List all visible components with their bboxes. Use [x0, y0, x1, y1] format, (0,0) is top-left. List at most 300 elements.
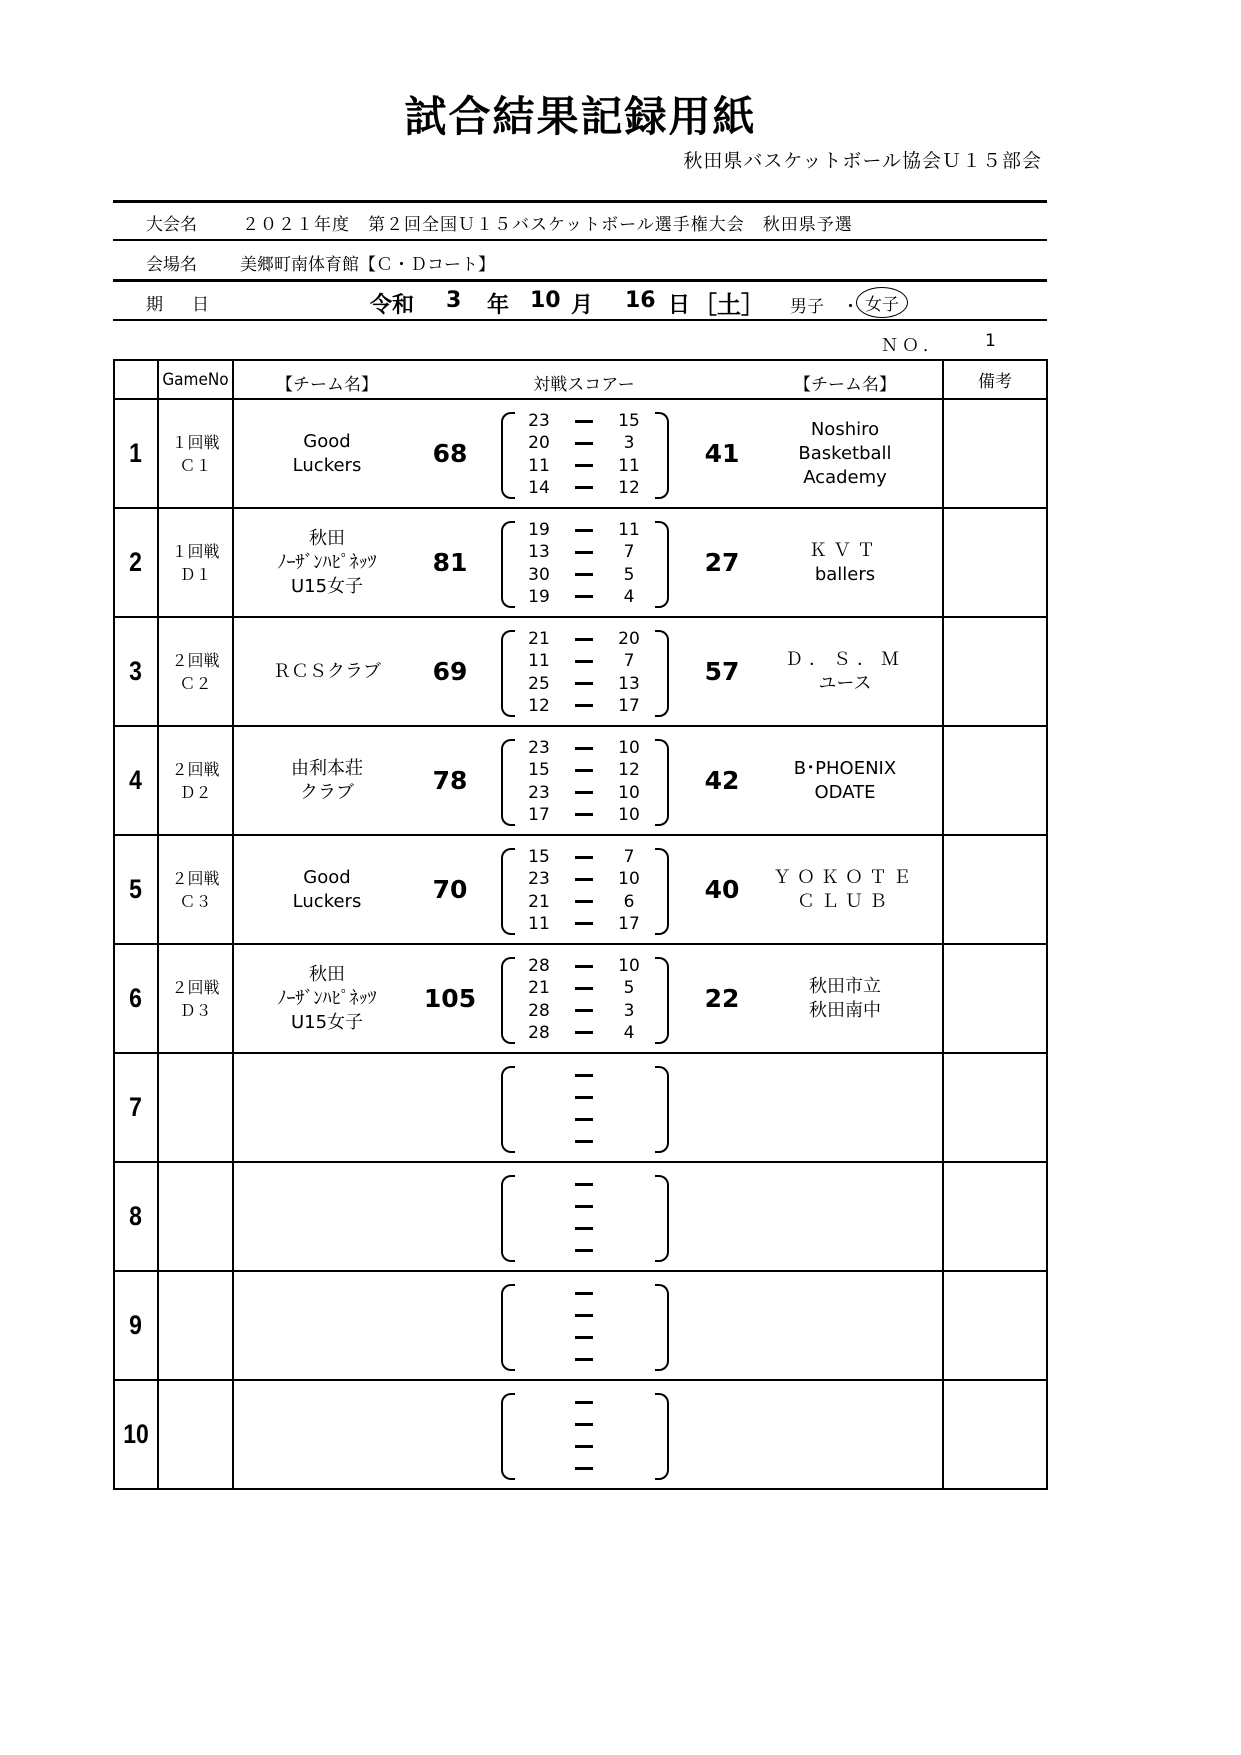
quarter-score-right: 7	[623, 847, 635, 867]
quarter-score	[514, 564, 654, 586]
team-right	[752, 509, 938, 616]
dash-icon	[564, 1358, 604, 1361]
score-right	[692, 1163, 752, 1270]
quarter-score-left: 13	[528, 542, 550, 563]
dash-icon	[564, 595, 604, 598]
team-left-line: ＲＣＳクラブ	[273, 660, 381, 682]
row-number: 4	[129, 765, 143, 795]
quarter-score	[514, 1391, 654, 1413]
dash-icon	[564, 573, 604, 576]
team-left-line: Luckers	[292, 890, 362, 912]
court-label: Ｃ１	[179, 455, 212, 475]
score-left	[420, 1381, 480, 1488]
team-left-line: 秋田	[309, 963, 345, 985]
right-bracket-icon	[655, 521, 669, 608]
date-day: 16	[625, 288, 656, 313]
dash-icon	[564, 1205, 604, 1208]
team-right	[752, 836, 938, 943]
team-right	[752, 1054, 938, 1161]
team-left-line: クラブ	[300, 781, 354, 803]
score-right: 40	[704, 875, 740, 904]
row-number-cell	[114, 726, 158, 835]
dash-icon	[564, 747, 604, 750]
right-bracket-icon	[655, 1066, 669, 1153]
round-label: ２回戦	[171, 977, 220, 997]
remarks-cell[interactable]	[943, 1380, 1047, 1489]
divider	[113, 200, 1047, 203]
dash-icon	[564, 1401, 604, 1404]
quarter-score	[514, 1022, 654, 1044]
quarter-score-left: 19	[528, 586, 550, 607]
quarter-score-left: 15	[528, 847, 550, 867]
row-number-cell	[114, 944, 158, 1053]
team-left	[234, 509, 420, 616]
quarter-score	[514, 1173, 654, 1195]
team-right	[752, 945, 938, 1052]
game-no-cell[interactable]	[158, 1380, 233, 1489]
court-label: Ｃ２	[179, 673, 212, 693]
table-row	[114, 399, 1047, 508]
team-left-line: Luckers	[292, 454, 362, 476]
dash-icon	[564, 1314, 604, 1317]
row-number-cell	[114, 508, 158, 617]
quarter-score-right: 5	[623, 978, 635, 999]
score-left: 68	[432, 439, 468, 468]
quarter-score	[514, 673, 654, 695]
team-right-line: ＫＶＴ	[809, 539, 881, 561]
table-row	[114, 508, 1047, 617]
remarks-cell[interactable]	[943, 726, 1047, 835]
team-right-line: B･PHOENIX	[793, 757, 897, 779]
score-left: 81	[432, 548, 468, 577]
score-left: 78	[432, 766, 468, 795]
quarter-score-left: 12	[528, 695, 550, 716]
quarter-score-left: 21	[528, 891, 550, 912]
quarter-scores	[514, 1282, 654, 1371]
sheet-no-label: ＮＯ．	[881, 336, 944, 356]
header-score: 対戦スコアー	[533, 375, 635, 395]
left-bracket-icon	[501, 412, 515, 499]
quarter-score	[514, 1064, 654, 1086]
quarter-score-right: 15	[618, 411, 640, 431]
quarter-score-right: 11	[618, 520, 640, 540]
table-row	[114, 1271, 1047, 1380]
results-table	[113, 359, 1048, 1490]
dash-icon	[564, 529, 604, 532]
dash-icon	[564, 1445, 604, 1448]
score-left: 69	[432, 657, 468, 686]
header-match	[233, 360, 943, 399]
quarter-score	[514, 695, 654, 717]
row-number: 8	[129, 1201, 143, 1231]
team-left	[234, 400, 420, 507]
quarter-score-right: 7	[623, 542, 635, 563]
dash-icon	[564, 1423, 604, 1426]
game-no-cell[interactable]	[158, 399, 233, 508]
dash-icon	[564, 1096, 604, 1099]
score-right: 41	[704, 439, 740, 468]
team-left	[234, 945, 420, 1052]
remarks-cell[interactable]	[943, 617, 1047, 726]
row-number: 6	[129, 983, 143, 1013]
dash-icon	[564, 1336, 604, 1339]
match-cell[interactable]	[233, 1053, 943, 1162]
remarks-cell[interactable]	[943, 508, 1047, 617]
date-label: 期 日	[146, 295, 215, 315]
dash-icon	[564, 769, 604, 772]
dash-icon	[564, 1249, 604, 1252]
quarter-score	[514, 541, 654, 563]
dash-icon	[564, 1009, 604, 1012]
quarter-scores	[514, 519, 654, 608]
quarter-score	[514, 1195, 654, 1217]
row-number-cell	[114, 835, 158, 944]
dash-icon	[564, 878, 604, 881]
dash-icon	[564, 1292, 604, 1295]
row-number: 10	[123, 1419, 149, 1449]
quarter-score	[514, 1131, 654, 1153]
row-number: 3	[129, 656, 143, 686]
dash-icon	[564, 1467, 604, 1470]
game-no-cell[interactable]	[158, 944, 233, 1053]
left-bracket-icon	[501, 630, 515, 717]
dash-icon	[564, 900, 604, 903]
quarter-score-right: 7	[623, 651, 635, 672]
team-right-line: ballers	[814, 563, 876, 585]
team-right-line: Basketball	[798, 442, 892, 464]
quarter-score	[514, 891, 654, 913]
quarter-score	[514, 1458, 654, 1480]
team-left	[234, 1163, 420, 1270]
remarks-cell[interactable]	[943, 399, 1047, 508]
row-number: 7	[129, 1092, 143, 1122]
quarter-score-right: 17	[618, 695, 640, 716]
match-cell[interactable]	[233, 1380, 943, 1489]
left-bracket-icon	[501, 1284, 515, 1371]
quarter-score	[514, 1086, 654, 1108]
table-row	[114, 944, 1047, 1053]
date-month-unit: 月	[571, 293, 594, 318]
score-left	[420, 1272, 480, 1379]
quarter-score	[514, 477, 654, 499]
tournament-name: ２０２１年度 第２回全国Ｕ１５バスケットボール選手権大会 秋田県予選	[242, 215, 853, 235]
quarter-score-right: 4	[623, 1022, 635, 1043]
quarter-scores	[514, 1173, 654, 1262]
dash-icon	[564, 922, 604, 925]
match-cell[interactable]	[233, 726, 943, 835]
quarter-score	[514, 1436, 654, 1458]
team-left-line: Good	[303, 866, 351, 888]
row-number-cell	[114, 1380, 158, 1489]
round-label: １回戦	[171, 541, 220, 561]
team-right-line: ＣＬＵＢ	[797, 890, 893, 912]
quarter-scores	[514, 1064, 654, 1153]
dash-icon	[564, 987, 604, 990]
dash-icon	[564, 638, 604, 641]
divider	[113, 239, 1047, 241]
team-right-line: Noshiro	[810, 418, 880, 440]
dash-icon	[564, 682, 604, 685]
game-no-cell[interactable]	[158, 835, 233, 944]
team-left-line: ﾉｰｻﾞﾝﾊﾋﾟﾈｯﾂ	[277, 551, 377, 573]
team-right	[752, 727, 938, 834]
quarter-score-left: 20	[528, 433, 550, 454]
quarter-score	[514, 1109, 654, 1131]
quarter-score-left: 28	[528, 956, 550, 976]
match-cell[interactable]	[233, 944, 943, 1053]
date-day-unit: 日	[668, 293, 691, 318]
divider	[113, 279, 1047, 282]
header-index	[114, 360, 158, 399]
quarter-score-left: 19	[528, 520, 550, 540]
quarter-score	[514, 628, 654, 650]
match-cell[interactable]	[233, 835, 943, 944]
quarter-score-left: 30	[528, 564, 550, 585]
score-left	[420, 1054, 480, 1161]
score-right	[692, 1272, 752, 1379]
quarter-score-right: 10	[618, 869, 640, 890]
quarter-score-left: 23	[528, 411, 550, 431]
game-no-cell[interactable]	[158, 1162, 233, 1271]
dash-icon	[564, 704, 604, 707]
dash-icon	[564, 486, 604, 489]
dash-icon	[564, 1031, 604, 1034]
remarks-cell[interactable]	[943, 944, 1047, 1053]
round-label: ２回戦	[171, 759, 220, 779]
game-no-cell[interactable]	[158, 1053, 233, 1162]
date-era: 令和	[370, 293, 415, 318]
left-bracket-icon	[501, 848, 515, 935]
quarter-score	[514, 1327, 654, 1349]
round-label: ２回戦	[171, 650, 220, 670]
row-number-cell	[114, 399, 158, 508]
team-left-line: 秋田	[309, 527, 345, 549]
quarter-score	[514, 410, 654, 432]
team-right-line: Academy	[803, 466, 887, 488]
quarter-score-right: 3	[623, 433, 635, 454]
gender-female-circled	[856, 287, 908, 318]
team-left	[234, 836, 420, 943]
quarter-score	[514, 586, 654, 608]
header-remarks: 備考	[943, 360, 1047, 399]
page-title: 試合結果記録用紙	[404, 92, 757, 141]
quarter-score-left: 11	[528, 913, 550, 934]
quarter-score	[514, 868, 654, 890]
quarter-scores	[514, 846, 654, 935]
header-team-right: 【チーム名】	[794, 375, 896, 395]
team-left	[234, 1054, 420, 1161]
quarter-score	[514, 1240, 654, 1262]
right-bracket-icon	[655, 739, 669, 826]
team-right	[752, 1272, 938, 1379]
quarter-score	[514, 1218, 654, 1240]
quarter-score-right: 4	[623, 586, 635, 607]
quarter-score-right: 12	[618, 477, 640, 498]
quarter-score-right: 20	[618, 629, 640, 649]
left-bracket-icon	[501, 1393, 515, 1480]
quarter-score-right: 12	[618, 760, 640, 781]
sheet-no-value: 1	[985, 331, 996, 351]
game-no-cell[interactable]	[158, 617, 233, 726]
quarter-score-left: 23	[528, 782, 550, 803]
quarter-score-left: 21	[528, 978, 550, 999]
quarter-score	[514, 1413, 654, 1435]
team-right	[752, 400, 938, 507]
dash-icon	[564, 442, 604, 445]
quarter-score-left: 14	[528, 477, 550, 498]
team-right-line: Ｄ．Ｓ．Ｍ	[785, 648, 905, 670]
quarter-score	[514, 1349, 654, 1371]
quarter-score	[514, 432, 654, 454]
table-row	[114, 726, 1047, 835]
quarter-scores	[514, 955, 654, 1044]
score-right: 27	[704, 548, 740, 577]
game-no-cell[interactable]	[158, 1271, 233, 1380]
dash-icon	[564, 1118, 604, 1121]
score-right: 57	[704, 657, 740, 686]
quarter-score	[514, 737, 654, 759]
quarter-score-right: 10	[618, 782, 640, 803]
quarter-score	[514, 1282, 654, 1304]
row-number: 2	[129, 547, 143, 577]
quarter-score-left: 17	[528, 804, 550, 825]
dash-icon	[564, 1183, 604, 1186]
quarter-score-left: 23	[528, 869, 550, 890]
quarter-score	[514, 846, 654, 868]
game-no-cell[interactable]	[158, 726, 233, 835]
quarter-score-left: 11	[528, 651, 550, 672]
venue-label: 会場名	[146, 255, 197, 275]
match-cell[interactable]	[233, 1162, 943, 1271]
dash-icon	[564, 1074, 604, 1077]
score-left: 70	[432, 875, 468, 904]
team-right	[752, 1381, 938, 1488]
header-team-left: 【チーム名】	[276, 375, 378, 395]
left-bracket-icon	[501, 1175, 515, 1262]
table-row	[114, 1380, 1047, 1489]
table-row	[114, 1053, 1047, 1162]
left-bracket-icon	[501, 521, 515, 608]
quarter-score-left: 23	[528, 738, 550, 758]
round-label: １回戦	[171, 432, 220, 452]
quarter-score-right: 11	[618, 455, 640, 476]
quarter-score-left: 21	[528, 629, 550, 649]
score-right: 22	[704, 984, 740, 1013]
team-left	[234, 727, 420, 834]
quarter-score	[514, 650, 654, 672]
match-cell[interactable]	[233, 617, 943, 726]
remarks-cell[interactable]	[943, 1162, 1047, 1271]
quarter-score	[514, 519, 654, 541]
team-left	[234, 1381, 420, 1488]
venue-name: 美郷町南体育館【Ｃ・Ｄコート】	[240, 255, 495, 275]
organization-name: 秋田県バスケットボール協会Ｕ１５部会	[683, 150, 1042, 172]
team-right	[752, 1163, 938, 1270]
dash-icon	[564, 420, 604, 423]
right-bracket-icon	[655, 1175, 669, 1262]
quarter-scores	[514, 1391, 654, 1480]
row-number-cell	[114, 1271, 158, 1380]
team-left-line: ﾉｰｻﾞﾝﾊﾋﾟﾈｯﾂ	[277, 987, 377, 1009]
row-number-cell	[114, 617, 158, 726]
score-right	[692, 1381, 752, 1488]
quarter-scores	[514, 410, 654, 499]
left-bracket-icon	[501, 739, 515, 826]
quarter-score	[514, 1000, 654, 1022]
dash-icon	[564, 464, 604, 467]
table-header-row	[114, 360, 1047, 399]
header-game-no: GameNo	[158, 360, 233, 399]
game-no-cell[interactable]	[158, 508, 233, 617]
divider	[113, 319, 1047, 321]
quarter-score-right: 10	[618, 804, 640, 825]
match-cell[interactable]	[233, 1271, 943, 1380]
court-label: Ｄ２	[179, 782, 212, 802]
match-cell[interactable]	[233, 399, 943, 508]
court-label: Ｄ３	[179, 1000, 212, 1020]
dash-icon	[564, 660, 604, 663]
team-right-line: ODATE	[814, 781, 876, 803]
row-number: 1	[129, 438, 143, 468]
quarter-score-right: 10	[618, 738, 640, 758]
right-bracket-icon	[655, 848, 669, 935]
dash-icon	[564, 791, 604, 794]
gender-separator: ・	[842, 297, 859, 317]
right-bracket-icon	[655, 630, 669, 717]
score-right: 42	[704, 766, 740, 795]
date-month: 10	[530, 288, 561, 313]
left-bracket-icon	[501, 957, 515, 1044]
row-number: 5	[129, 874, 143, 904]
quarter-score	[514, 804, 654, 826]
right-bracket-icon	[655, 1393, 669, 1480]
court-label: Ｃ３	[179, 891, 212, 911]
team-right-line: 秋田市立	[809, 975, 881, 997]
quarter-score-right: 13	[618, 673, 640, 694]
quarter-score	[514, 782, 654, 804]
quarter-score-right: 5	[623, 564, 635, 585]
team-left-line: U15女子	[290, 1011, 364, 1033]
quarter-score-right: 10	[618, 956, 640, 976]
remarks-cell[interactable]	[943, 1271, 1047, 1380]
quarter-score-right: 6	[623, 891, 635, 912]
dash-icon	[564, 1227, 604, 1230]
team-right	[752, 618, 938, 725]
quarter-score-left: 11	[528, 455, 550, 476]
right-bracket-icon	[655, 1284, 669, 1371]
table-row	[114, 1162, 1047, 1271]
row-number-cell	[114, 1053, 158, 1162]
team-right-line: 秋田南中	[809, 999, 881, 1021]
right-bracket-icon	[655, 957, 669, 1044]
remarks-cell[interactable]	[943, 1053, 1047, 1162]
team-right-line: ユース	[818, 672, 872, 694]
quarter-score-left: 15	[528, 760, 550, 781]
date-year: 3	[446, 288, 462, 313]
quarter-score-right: 17	[618, 913, 640, 934]
quarter-score	[514, 913, 654, 935]
score-left: 105	[423, 984, 477, 1013]
score-right	[692, 1054, 752, 1161]
quarter-score-right: 3	[623, 1000, 635, 1021]
team-left-line: Good	[303, 430, 351, 452]
match-cell[interactable]	[233, 508, 943, 617]
remarks-cell[interactable]	[943, 835, 1047, 944]
quarter-score-left: 28	[528, 1000, 550, 1021]
quarter-score	[514, 455, 654, 477]
left-bracket-icon	[501, 1066, 515, 1153]
right-bracket-icon	[655, 412, 669, 499]
